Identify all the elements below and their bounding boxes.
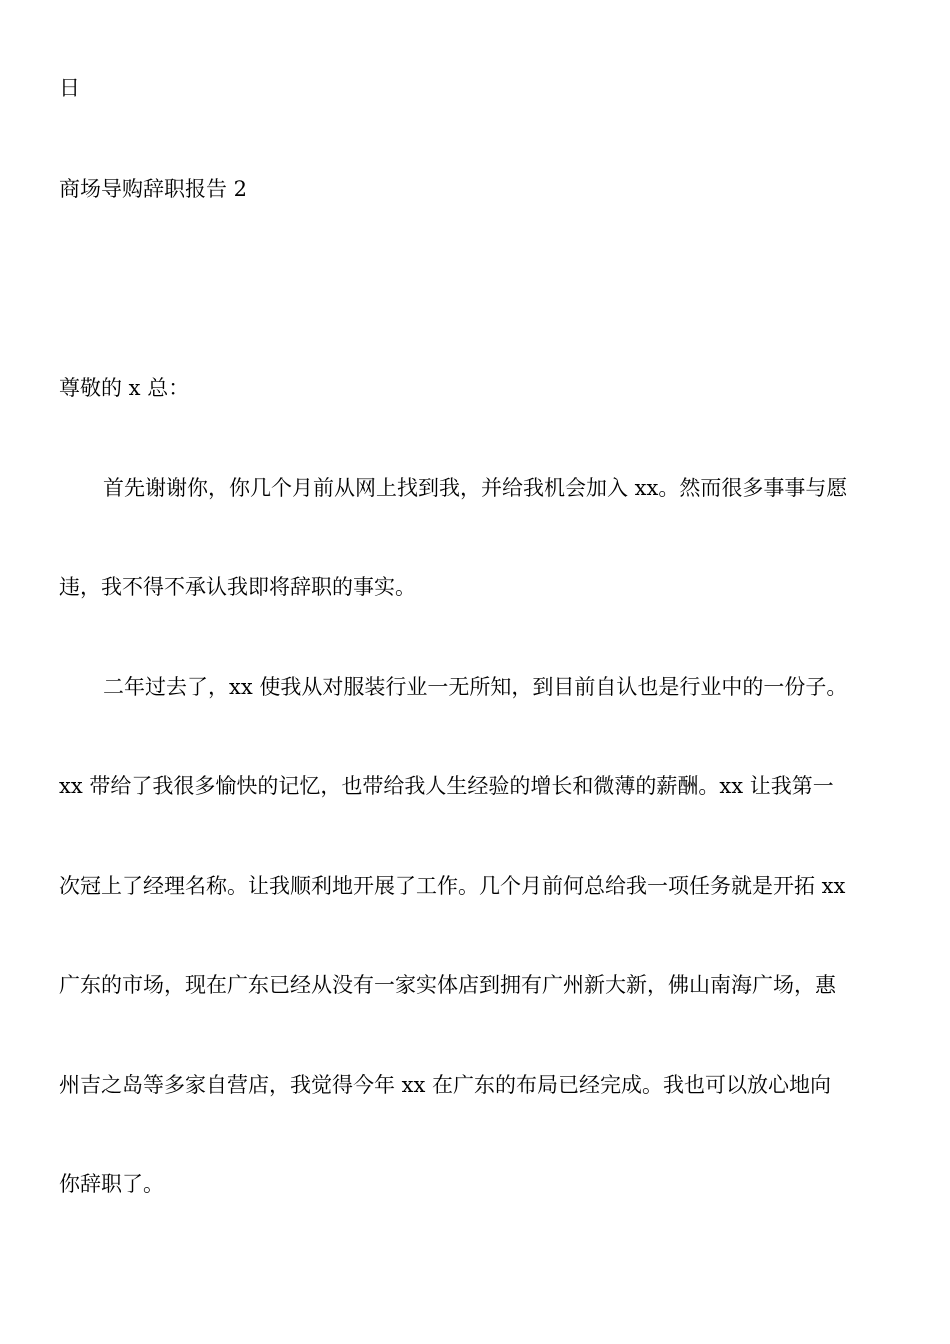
salutation: 尊敬的 x 总： (59, 376, 190, 400)
paragraph-line: 首先谢谢你，你几个月前从网上找到我，并给我机会加入 xx。然而很多事事与愿 (103, 476, 848, 500)
paragraph-line: 二年过去了，xx 使我从对服装行业一无所知，到目前自认也是行业中的一份子。 (103, 675, 848, 699)
paragraph-line: 次冠上了经理名称。让我顺利地开展了工作。几个月前何总给我一项任务就是开拓 xx (59, 874, 846, 898)
paragraph-line: 你辞职了。 (59, 1172, 164, 1196)
section-title: 商场导购辞职报告 2 (59, 177, 248, 201)
paragraph-line: xx 带给了我很多愉快的记忆，也带给我人生经验的增长和微薄的薪酬。xx 让我第一 (59, 774, 834, 798)
paragraph-line: 违，我不得不承认我即将辞职的事实。 (59, 575, 416, 599)
paragraph-line: 州吉之岛等多家自营店，我觉得今年 xx 在广东的布局已经完成。我也可以放心地向 (59, 1073, 832, 1097)
date-fragment: 日 (59, 76, 80, 100)
paragraph-line: 广东的市场，现在广东已经从没有一家实体店到拥有广州新大新，佛山南海广场，惠 (59, 973, 836, 997)
